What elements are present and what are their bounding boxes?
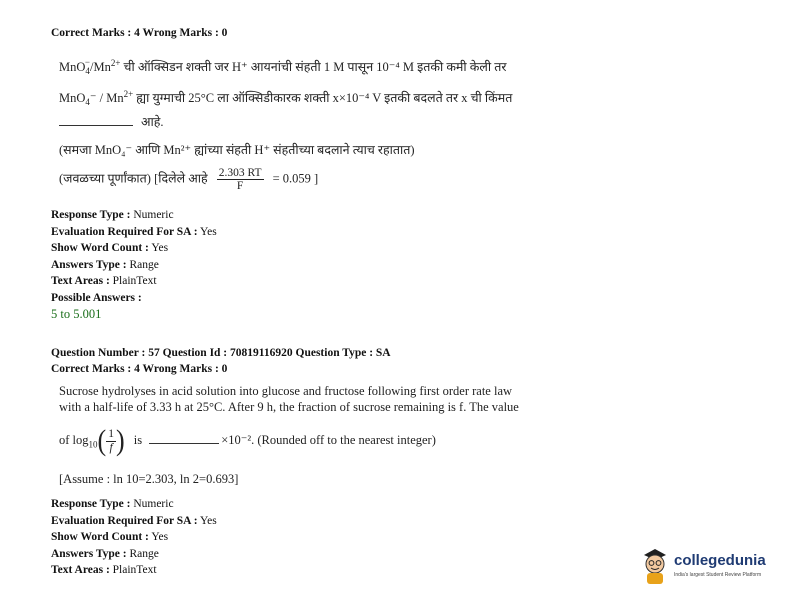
meta-row: Text Areas : PlainText bbox=[51, 275, 157, 287]
collegedunia-logo bbox=[640, 546, 770, 586]
meta-row: Evaluation Required For SA : Yes bbox=[51, 225, 217, 238]
meta-row: Text Areas : PlainText bbox=[51, 564, 157, 576]
logo-tagline: India's largest Student Review Platform bbox=[674, 572, 762, 578]
q57-meta bbox=[51, 496, 217, 579]
q57-line2: with a half-life of 3.33 h at 25°C. After 9 h, the fraction of sucrose remaining is f. The value bbox=[59, 400, 519, 414]
one-over-f-fraction: $\frac{1}{f}$ bbox=[108, 428, 114, 454]
q56-line5: (जवळच्या पूर्णांकात) [दिलेले आहे $\frac{2.303 RT}{F}$ = 0.059 ] bbox=[59, 167, 319, 193]
mascot-icon bbox=[640, 546, 670, 586]
meta-row: Response Type : Numeric bbox=[51, 209, 174, 221]
q56-line2: $MnO_4^- / Mn^{2+}$ ह्या युग्माची 25°C ला ऑक्सिडीकारक शक्ती x×10⁻⁴ V इतकी बदलते तर x ची किंमत bbox=[59, 89, 513, 108]
answer-blank bbox=[59, 124, 133, 126]
rt-f-fraction: $\frac{2.303 RT}{F}$ bbox=[218, 167, 262, 193]
meta-row: Response Type : Numeric bbox=[51, 498, 174, 510]
logo-wordmark: collegedunia bbox=[674, 552, 766, 569]
q56-marks: Correct Marks : 4 Wrong Marks : 0 bbox=[51, 27, 228, 39]
q57-marks: Correct Marks : 4 Wrong Marks : 0 bbox=[51, 363, 228, 375]
q56-line1: $MnO_4^-/Mn^{2+}$ ची ऑक्सिडन शक्ती जर H⁺ आयनांची संहती 1 M पासून 10⁻⁴ M इतकी कमी केली तर bbox=[59, 57, 507, 76]
q56-line3: आहे. bbox=[59, 113, 164, 130]
q57-line3: of $\log_{10}$( $\frac{1}{f}$ ) is ×10⁻². (Rounded off to the nearest integer) bbox=[59, 423, 436, 458]
q56-meta bbox=[51, 207, 217, 306]
meta-row: Answers Type : Range bbox=[51, 547, 159, 560]
meta-row: Possible Answers : bbox=[51, 291, 142, 304]
q57-line1: Sucrose hydrolyses in acid solution into glucose and fructose following first order rate law bbox=[59, 384, 513, 398]
meta-row: Show Word Count : Yes bbox=[51, 531, 169, 543]
answer-blank bbox=[149, 442, 219, 444]
q57-header: Question Number : 57 Question Id : 70819116920 Question Type : SA bbox=[51, 347, 391, 359]
meta-row: Answers Type : Range bbox=[51, 258, 159, 271]
q57-assume: [Assume : ln 10=2.303, ln 2=0.693] bbox=[59, 472, 239, 486]
meta-row: Evaluation Required For SA : Yes bbox=[51, 514, 217, 527]
possible-answer: 5 to 5.001 bbox=[51, 307, 102, 321]
q56-line4: (समजा MnO₄⁻ आणि Mn²⁺ ह्यांच्या संहती H⁺ संहतीच्या बदलाने त्याच रहातात) bbox=[59, 143, 415, 157]
meta-row: Show Word Count : Yes bbox=[51, 242, 169, 254]
